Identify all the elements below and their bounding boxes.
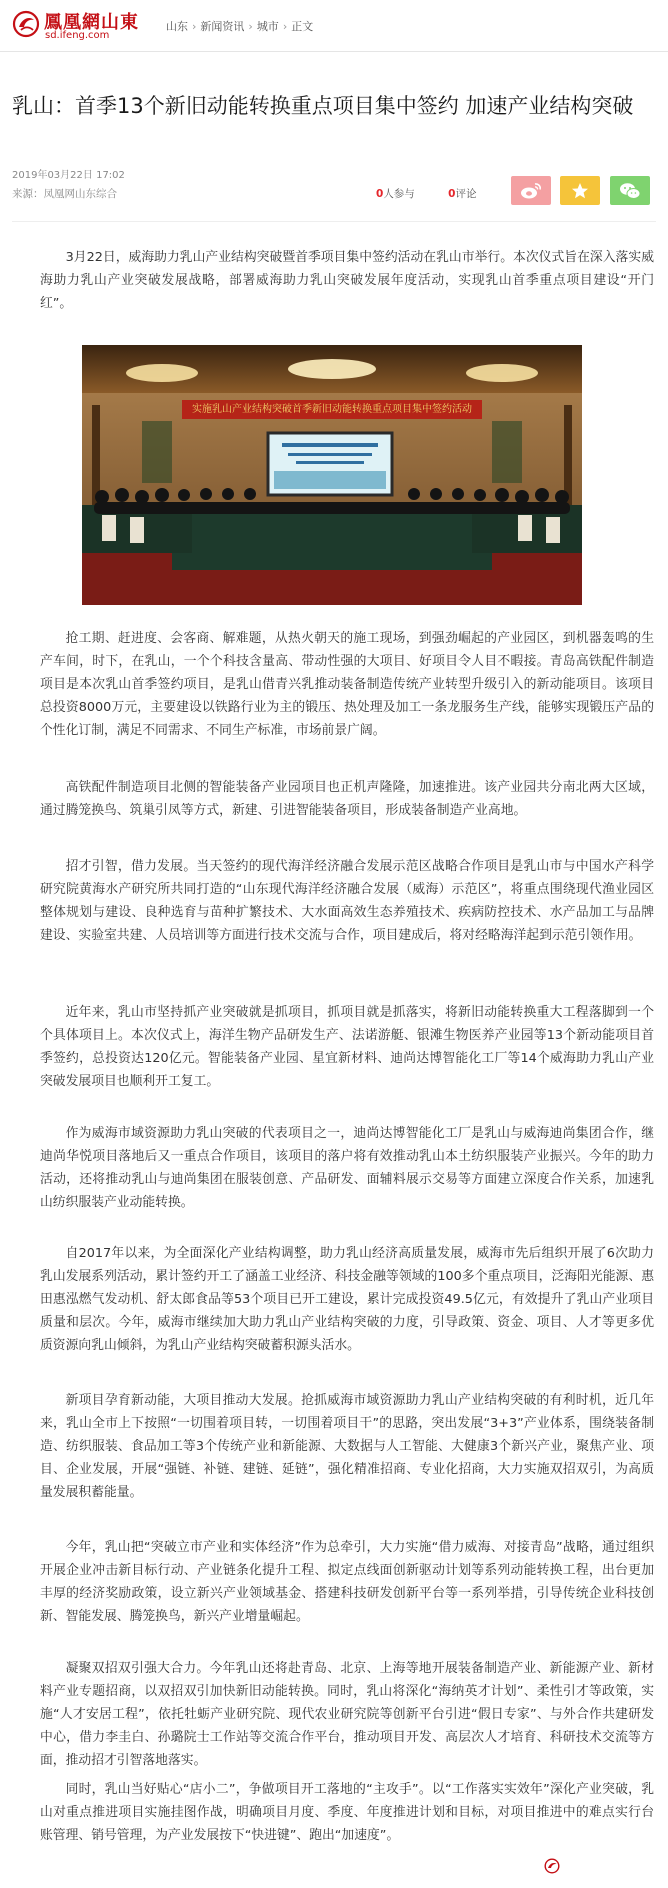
logo-text: 鳳凰網山東	[44, 12, 139, 33]
breadcrumb-separator: ›	[248, 20, 253, 33]
share-weibo-button[interactable]	[511, 176, 551, 205]
conference-hall-illustration	[82, 345, 582, 605]
article-datetime: 2019年03月22日 17:02	[12, 170, 125, 181]
article-paragraph-9: 今年，乳山把“突破立市产业和实体经济”作为总牵引，大力实施“借力威海、对接青岛”战略，通过组织开展企业冲击新目标行动、产业链条化提升工程、拟定点线面创新驱动计划等系列动能转换工程，出台更加丰厚的经济奖励政策，设立新兴产业领域基金、搭建科技研发创新平台等一系列举措，引导传统企业科技创新、智能发展、腾笼换鸟，新兴产业增量崛起。	[40, 1540, 654, 1624]
breadcrumb-separator: ›	[282, 20, 288, 33]
article-paragraph-4: 招才引智，借力发展。当天签约的现代海洋经济融合发展示范区战略合作项目是乳山市与中国水产科学研究院黄海水产研究所共同打造的“山东现代海洋经济融合发展（威海）示范区”，将重点围绕现代渔业园区整体规划与建设、良种选育与苗种扩繁技术、大水面高效生态养殖技术、疾病防控技术、水产品加工与品牌建设、实验室共建、人员培训等方面进行技术交流与合作，项目建成后，将对经略海洋起到示范引领作用。	[40, 859, 654, 943]
article-paragraph-5: 近年来，乳山市坚持抓产业突破就是抓项目，抓项目就是抓落实，将新旧动能转换重大工程落脚到一个个具体项目上。本次仪式上，海洋生物产品研发生产、法诺游艇、银滩生物医养产业园等13个新动能项目首季签约，总投资达120亿元。智能装备产业园、星宜新材料、迪尚达博智能化工厂等14个威海助力乳山产业突破发展项目也顺利开工复工。	[40, 1005, 654, 1089]
favorite-button[interactable]	[560, 176, 600, 205]
breadcrumb-current: 正文	[291, 20, 314, 33]
participants-count: 0	[376, 188, 384, 200]
participants-stat[interactable]	[376, 188, 415, 200]
share-wechat-button[interactable]	[610, 176, 650, 205]
article-paragraph-6: 作为威海市域资源助力乳山突破的代表项目之一，迪尚达博智能化工厂是乳山与威海迪尚集团合作，继迪尚华悦项目落地后又一重点合作项目，该项目的落户将有效推动乳山本土纺织服装产业振兴。今年的助力活动，还将推动乳山与迪尚集团在服装创意、产品研发、面辅料展示交易等方面建立深度合作关系，加速乳山纺织服装产业动能转换。	[40, 1126, 654, 1210]
article-stats	[376, 186, 506, 201]
participants-label: 人参与	[383, 188, 415, 200]
phoenix-logo-icon	[12, 10, 40, 38]
article-paragraph-2: 抢工期、赶进度、会客商、解难题，从热火朝天的施工现场，到强劲崛起的产业园区，到机器轰鸣的生产车间，时下，在乳山，一个个科技含量高、带动性强的大项目、好项目令人目不暇接。青岛高铁配件制造项目是本次乳山首季签约项目，是乳山借青兴乳推动装备制造传统产业转型升级引入的新动能项目。该项目总投资8000万元，主要建设以铁路行业为主的锻压、热处理及加工一条龙服务生产线，能够实现锻压产品的个性化订制，满足不同需求、不同生产标准，市场前景广阔。	[40, 631, 654, 738]
article-paragraph-7: 自2017年以来，为全面深化产业结构调整，助力乳山经济高质量发展，威海市先后组织开展了6次助力乳山发展系列活动，累计签约开工了涵盖工业经济、科技金融等领域的100多个重点项目，泛海阳光能源、惠田惠泓燃气发动机、舒太郎食品等53个项目已开工建设，累计完成投资49.5亿元，有效提升了乳山产业项目质量和层次。今年，威海市继续加大助力乳山产业结构突破的力度，引导政策、资金、项目、人才等更多优质资源向乳山倾斜，为乳山产业结构突破蓄积源头活水。	[40, 1246, 654, 1353]
comments-label: 评论	[455, 188, 477, 200]
star-icon	[571, 182, 589, 200]
wechat-icon	[619, 182, 641, 200]
photo-banner	[182, 400, 482, 419]
article-paragraph-10: 凝聚双招双引强大合力。今年乳山还将赴青岛、北京、上海等地开展装备制造产业、新能源产业、新材料产业专题招商，以双招双引加快新旧动能转换。同时，乳山将深化“海纳英才计划”、柔性引才等政策，实施“人才安居工程”，依托牡蛎产业研究院、现代农业研究院等创新平台引进“假日专家”、与外合作共建研发中心，借力李圭白、孙璐院士工作站等交流合作平台，推动项目开发、高层次人才培育、科研技术交流等方面，推动招才引智落地落实。	[40, 1661, 654, 1768]
article-title: 乳山：首季13个新旧动能转换重点项目集中签约 加速产业结构突破	[12, 94, 634, 118]
article-paragraph-1: 3月22日，威海助力乳山产业结构突破暨首季项目集中签约活动在乳山市举行。本次仪式旨在深入落实威海助力乳山产业突破发展战略，部署威海助力乳山突破发展年度活动，实现乳山首季重点项目建设“开门红”。	[40, 250, 654, 311]
site-header	[0, 0, 668, 52]
logo-domain: sd.ifeng.com	[45, 30, 110, 41]
article-end-logo-icon	[544, 1858, 560, 1874]
article-paragraph-8: 新项目孕育新动能，大项目推动大发展。抢抓威海市域资源助力乳山产业结构突破的有利时机，近几年来，乳山全市上下按照“一切围着项目转，一切围着项目干”的思路，突出发展“3+3”产业体系，围绕装备制造、纺织服装、食品加工等3个传统产业和新能源、大数据与人工智能、大健康3个新兴产业，聚焦产业、项目、企业发展，开展“强链、补链、建链、延链”，强化精准招商、专业化招商，大力实施双招双引，为高质量发展积蓄能量。	[40, 1393, 654, 1500]
article-paragraph-3: 高铁配件制造项目北侧的智能装备产业园项目也正机声隆隆，加速推进。该产业园共分南北两大区域，通过腾笼换鸟、筑巢引凤等方式，新建、引进智能装备项目，形成装备制造产业高地。	[40, 780, 654, 818]
breadcrumb-separator: ›	[192, 20, 197, 33]
breadcrumb-news[interactable]: 新闻资讯	[200, 20, 245, 33]
site-logo[interactable]	[12, 8, 146, 44]
comments-stat[interactable]	[448, 188, 476, 200]
breadcrumb-shandong[interactable]: 山东	[166, 20, 188, 33]
breadcrumb	[166, 18, 313, 34]
weibo-icon	[520, 182, 542, 200]
article-source: 来源：凤凰网山东综合	[12, 188, 117, 200]
title-divider	[12, 221, 656, 222]
article-paragraph-11: 同时，乳山当好贴心“店小二”，争做项目开工落地的“主攻手”。以“工作落实实效年”深化产业突破，乳山对重点推进项目实施挂图作战，明确项目月度、季度、年度推进计划和目标，对项目推进中的难点实行台账管理、销号管理，为产业发展按下“快进键”、跑出“加速度”。	[40, 1782, 654, 1843]
photo-banner-text: 实施乳山产业结构突破首季新旧动能转换重点项目集中签约活动	[192, 404, 472, 415]
breadcrumb-city[interactable]: 城市	[256, 20, 279, 33]
comments-count: 0	[448, 188, 456, 200]
event-photo	[82, 345, 582, 605]
